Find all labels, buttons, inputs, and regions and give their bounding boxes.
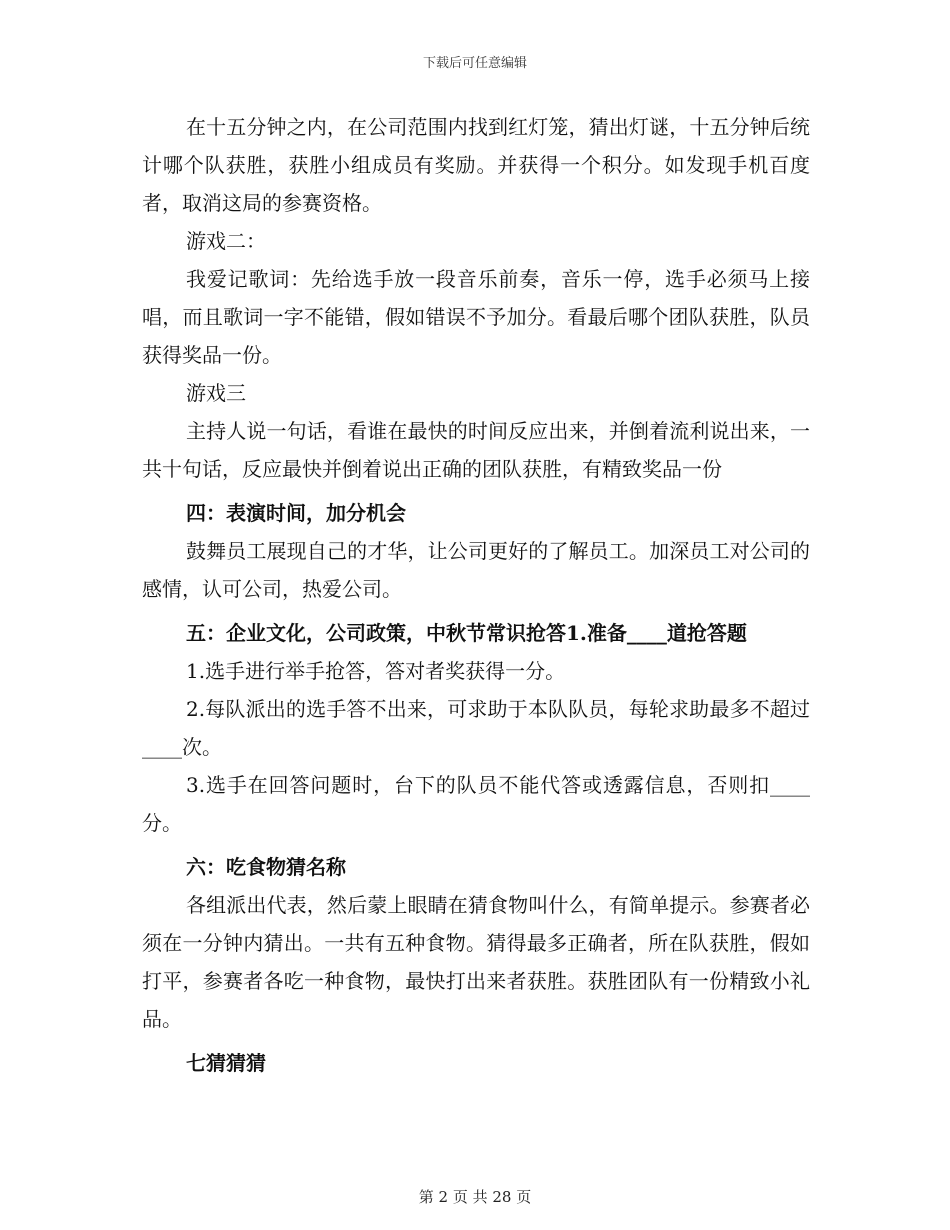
paragraph-performance: 鼓舞员工展现自己的才华，让公司更好的了解员工。加深员工对公司的感情，认可公司，热爱公司。 — [142, 539, 810, 601]
document-body — [142, 108, 810, 1082]
paragraph-food-guess: 各组派出代表，然后蒙上眼睛在猜食物叫什么，有简单提示。参赛者必须在一分钟内猜出。一共有五种食物。猜得最多正确者，所在队获胜，假如打平，参赛者各吃一种食物，最快打出来者获胜。获胜团队有一份精致小礼品。 — [142, 893, 810, 1031]
paragraph-lyrics-game: 我爱记歌词：先给选手放一段音乐前奏，音乐一停，选手必须马上接唱，而且歌词一字不能错，假如错误不予加分。看最后哪个团队获胜，队员获得奖品一份。 — [142, 267, 810, 367]
section-five-heading: 五：企业文化，公司政策，中秋节常识抢答1.准备____道抢答题 — [186, 621, 747, 645]
game-three-title: 游戏三 — [186, 381, 246, 405]
rule-item-3: 3.选手在回答问题时，台下的队员不能代答或透露信息，否则扣____分。 — [142, 773, 810, 835]
rule-item-2: 2.每队派出的选手答不出来，可求助于本队队员，每轮求助最多不超过____次。 — [142, 697, 810, 759]
section-six-heading: 六：吃食物猜名称 — [186, 855, 346, 879]
rule-item-1: 1.选手进行举手抢答，答对者奖获得一分。 — [186, 659, 566, 683]
paragraph-reverse-speech: 主持人说一句话，看谁在最快的时间反应出来，并倒着流利说出来，一共十句话，反应最快并倒着说出正确的团队获胜，有精致奖品一份 — [142, 419, 810, 481]
section-four-heading: 四：表演时间，加分机会 — [186, 501, 406, 525]
section-seven-heading: 七猜猜猜 — [186, 1051, 266, 1075]
paragraph-lantern-riddle: 在十五分钟之内，在公司范围内找到红灯笼，猜出灯谜，十五分钟后统计哪个队获胜，获胜小组成员有奖励。并获得一个积分。如发现手机百度者，取消这局的参赛资格。 — [142, 115, 810, 215]
page-footer: 第 2 页 共 28 页 — [418, 1188, 532, 1206]
game-two-title: 游戏二： — [186, 229, 266, 253]
page-header: 下载后可任意编辑 — [422, 56, 527, 71]
